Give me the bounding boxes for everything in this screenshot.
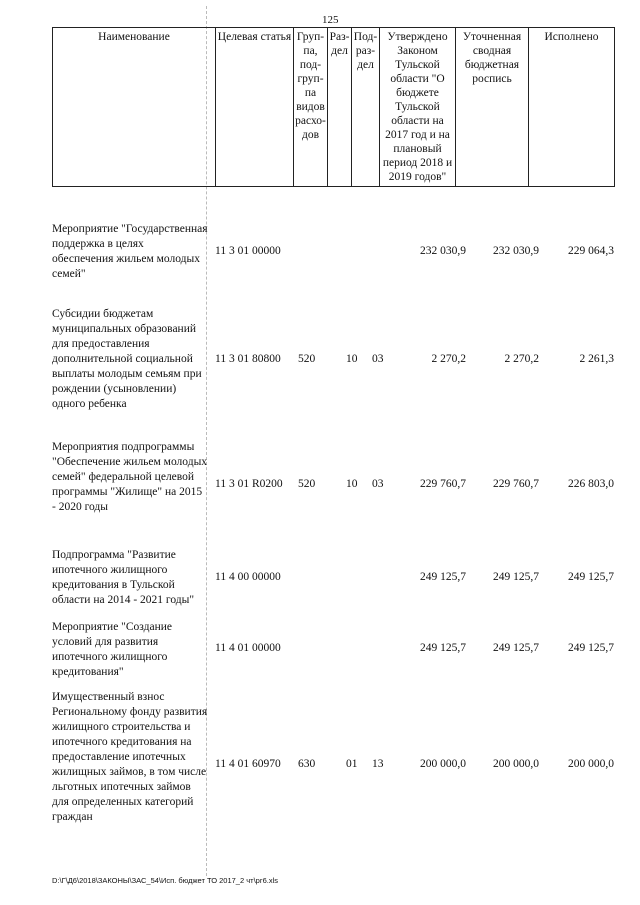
row-code: 11 4 00 00000 [215,571,281,583]
row-group: 520 [298,353,316,365]
row-approved: 200 000,0 [420,758,466,770]
row-approved: 232 030,9 [420,245,466,257]
header-name: Наименование [53,28,216,187]
row-approved: 249 125,7 [420,642,466,654]
row-section: 10 [346,478,358,490]
row-code: 11 3 01 00000 [215,245,281,257]
row-refined: 232 030,9 [493,245,539,257]
row-refined: 2 270,2 [504,353,539,365]
row-code: 11 4 01 60970 [215,758,281,770]
row-subsection: 03 [372,353,384,365]
row-name: Подпрограмма "Развитие ипотечного жилищного кредитования в Тульской области на 2014 - 2021 годы" [52,549,195,606]
row-refined: 229 760,7 [493,478,539,490]
row-executed: 249 125,7 [568,642,614,654]
page-number: 125 [322,14,339,26]
row-name: Имущественный взнос Региональному фонду развития жилищного строительства и ипотечного кредитования на предоставление ипотечных жилищных займов, в том числе льготных ипотечных займов для определенных категорий граждан [52,691,208,823]
row-code: 11 3 01 R0200 [215,478,283,490]
table-header [52,27,615,187]
header-refined: Уточненная сводная бюджетная роспись [456,28,529,187]
row-refined: 249 125,7 [493,571,539,583]
header-group: Груп-па, под-груп-па видов расхо-дов [294,28,328,187]
header-subsection: Под-раз-дел [352,28,380,187]
file-path-footer: D:\Г\Д6\2018\ЗАКОНЫ\ЗАС_54\Исп. бюджет ТО 2017_2 чт\рг6.xls [52,876,278,885]
row-approved: 249 125,7 [420,571,466,583]
row-executed: 229 064,3 [568,245,614,257]
row-section: 01 [346,758,358,770]
header-section: Раз-дел [328,28,352,187]
row-code: 11 3 01 80800 [215,353,281,365]
header-approved: Утверждено Законом Тульской области "О бюджете Тульской области на 2017 год и на плановый период 2018 и 2019 годов" [380,28,456,187]
row-group: 630 [298,758,316,770]
row-name: Субсидии бюджетам муниципальных образований для предоставления дополнительной социальной выплаты молодым семьям при рождении (усыновлении) одного ребенка [52,308,202,410]
row-refined: 200 000,0 [493,758,539,770]
row-code: 11 4 01 00000 [215,642,281,654]
row-name: Мероприятия подпрограммы "Обеспечение жильем молодых семей" федеральной целевой программы "Жилище" на 2015 - 2020 годы [52,441,208,513]
row-refined: 249 125,7 [493,642,539,654]
row-subsection: 13 [372,758,384,770]
row-name: Мероприятие "Создание условий для развития ипотечного жилищного кредитования" [52,621,173,678]
row-approved: 229 760,7 [420,478,466,490]
row-section: 10 [346,353,358,365]
header-executed: Исполнено [529,28,615,187]
row-executed: 226 803,0 [568,478,614,490]
row-executed: 200 000,0 [568,758,614,770]
row-group: 520 [298,478,316,490]
row-name: Мероприятие "Государственная поддержка в целях обеспечения жильем молодых семей" [52,223,208,280]
header-target: Целевая статья [216,28,294,187]
row-executed: 249 125,7 [568,571,614,583]
row-subsection: 03 [372,478,384,490]
row-executed: 2 261,3 [579,353,614,365]
row-approved: 2 270,2 [431,353,466,365]
